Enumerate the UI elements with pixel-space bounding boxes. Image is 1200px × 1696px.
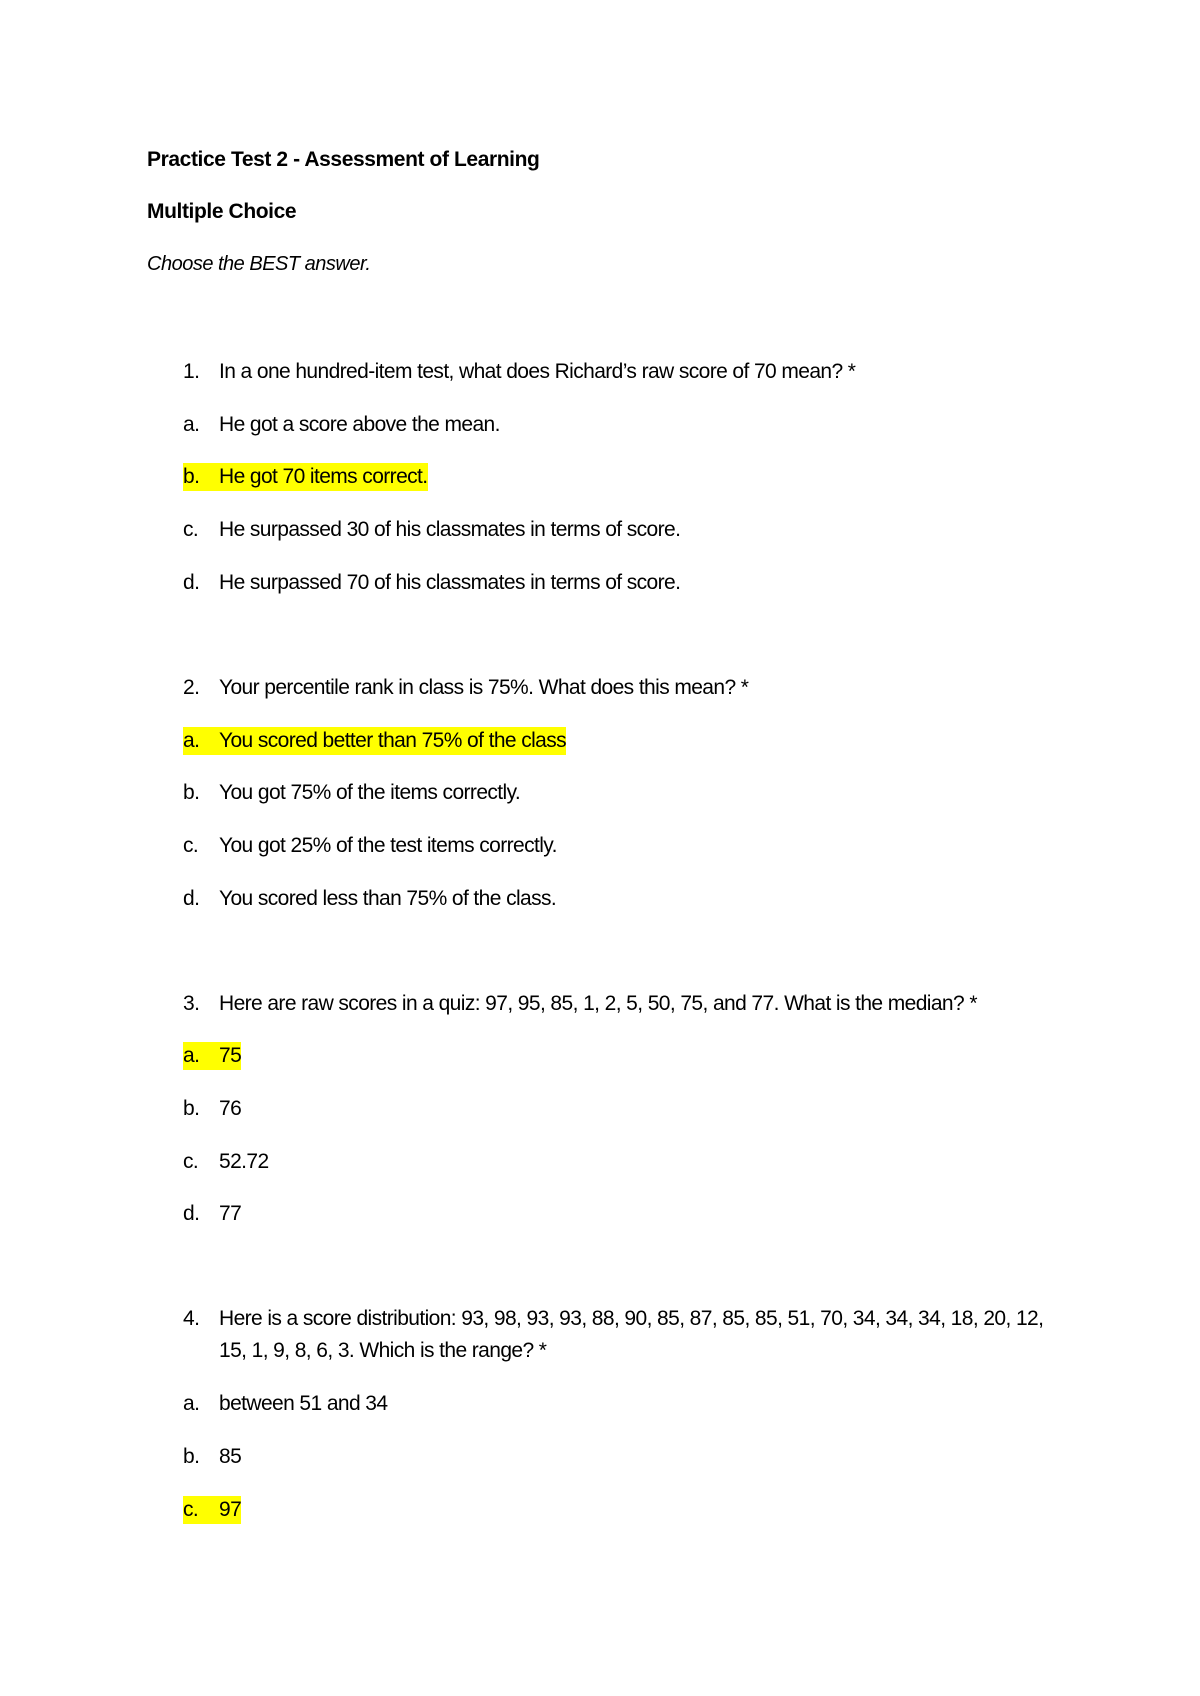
answer-option [0,1148,1200,1176]
section-heading: Multiple Choice [147,200,297,223]
answer-option-correct [0,727,1200,755]
option-text: 77 [219,1202,242,1226]
question-text-line2: 15, 1, 9, 8, 6, 3. Which is the range? * [219,1339,547,1363]
option-letter: b. [183,463,219,491]
option-letter: b. [183,1097,200,1120]
option-text: between 51 and 34 [219,1392,388,1416]
document-title: Practice Test 2 - Assessment of Learning [147,148,540,171]
answer-option [0,832,1200,860]
option-text: 75 [219,1042,241,1070]
option-text: 85 [219,1444,242,1468]
option-text: 76 [219,1097,242,1120]
option-text: You scored better than 75% of the class [219,727,566,755]
answer-option-correct [0,1042,1200,1070]
question-text: In a one hundred-item test, what does Richard’s raw score of 70 mean? * [219,360,856,383]
option-letter: c. [183,833,199,857]
question-3 [0,990,1200,1018]
option-text: 52.72 [219,1149,269,1173]
option-text: You got 75% of the items correctly. [219,781,521,805]
option-letter: b. [183,781,200,805]
answer-option [0,411,1200,439]
question-text: Here are raw scores in a quiz: 97, 95, 85, 1, 2, 5, 50, 75, and 77. What is the median? * [219,991,977,1015]
answer-option-correct [0,1496,1200,1524]
option-letter: b. [183,1444,200,1468]
option-letter: d. [183,570,200,594]
answer-option [0,516,1200,544]
question-number: 4. [183,1307,200,1331]
question-1 [0,358,1200,386]
option-letter: a. [183,1042,219,1070]
option-letter: d. [183,1202,200,1226]
option-text: 97 [219,1496,241,1524]
question-number: 1. [183,360,200,383]
option-text: He surpassed 70 of his classmates in terms of score. [219,570,681,594]
question-4 [0,1305,1200,1333]
question-4-continued [0,1337,1200,1365]
question-text: Your percentile rank in class is 75%. What does this mean? * [219,675,749,699]
option-letter: a. [183,412,200,436]
question-2 [0,674,1200,702]
answer-option [0,779,1200,807]
option-letter: d. [183,886,200,910]
question-number: 3. [183,991,200,1015]
question-text: Here is a score distribution: 93, 98, 93, 93, 88, 90, 85, 87, 85, 85, 51, 70, 34, 34, 34, 18, 20, 12, [219,1307,1044,1331]
instruction-text: Choose the BEST answer. [147,253,371,275]
option-text: He surpassed 30 of his classmates in terms of score. [219,518,681,542]
answer-option [0,1390,1200,1418]
answer-option [0,1443,1200,1471]
answer-option [0,1095,1200,1123]
answer-option [0,885,1200,913]
answer-option [0,569,1200,597]
option-text: He got a score above the mean. [219,412,500,436]
option-letter: c. [183,1496,219,1524]
answer-option-correct [0,463,1200,491]
option-letter: a. [183,1392,200,1416]
option-letter: a. [183,727,219,755]
option-letter: c. [183,1149,199,1173]
answer-option [0,1200,1200,1228]
option-text: You got 25% of the test items correctly. [219,833,557,857]
option-text: You scored less than 75% of the class. [219,886,557,910]
question-number: 2. [183,675,200,699]
option-text: He got 70 items correct. [219,463,428,491]
option-letter: c. [183,518,199,542]
